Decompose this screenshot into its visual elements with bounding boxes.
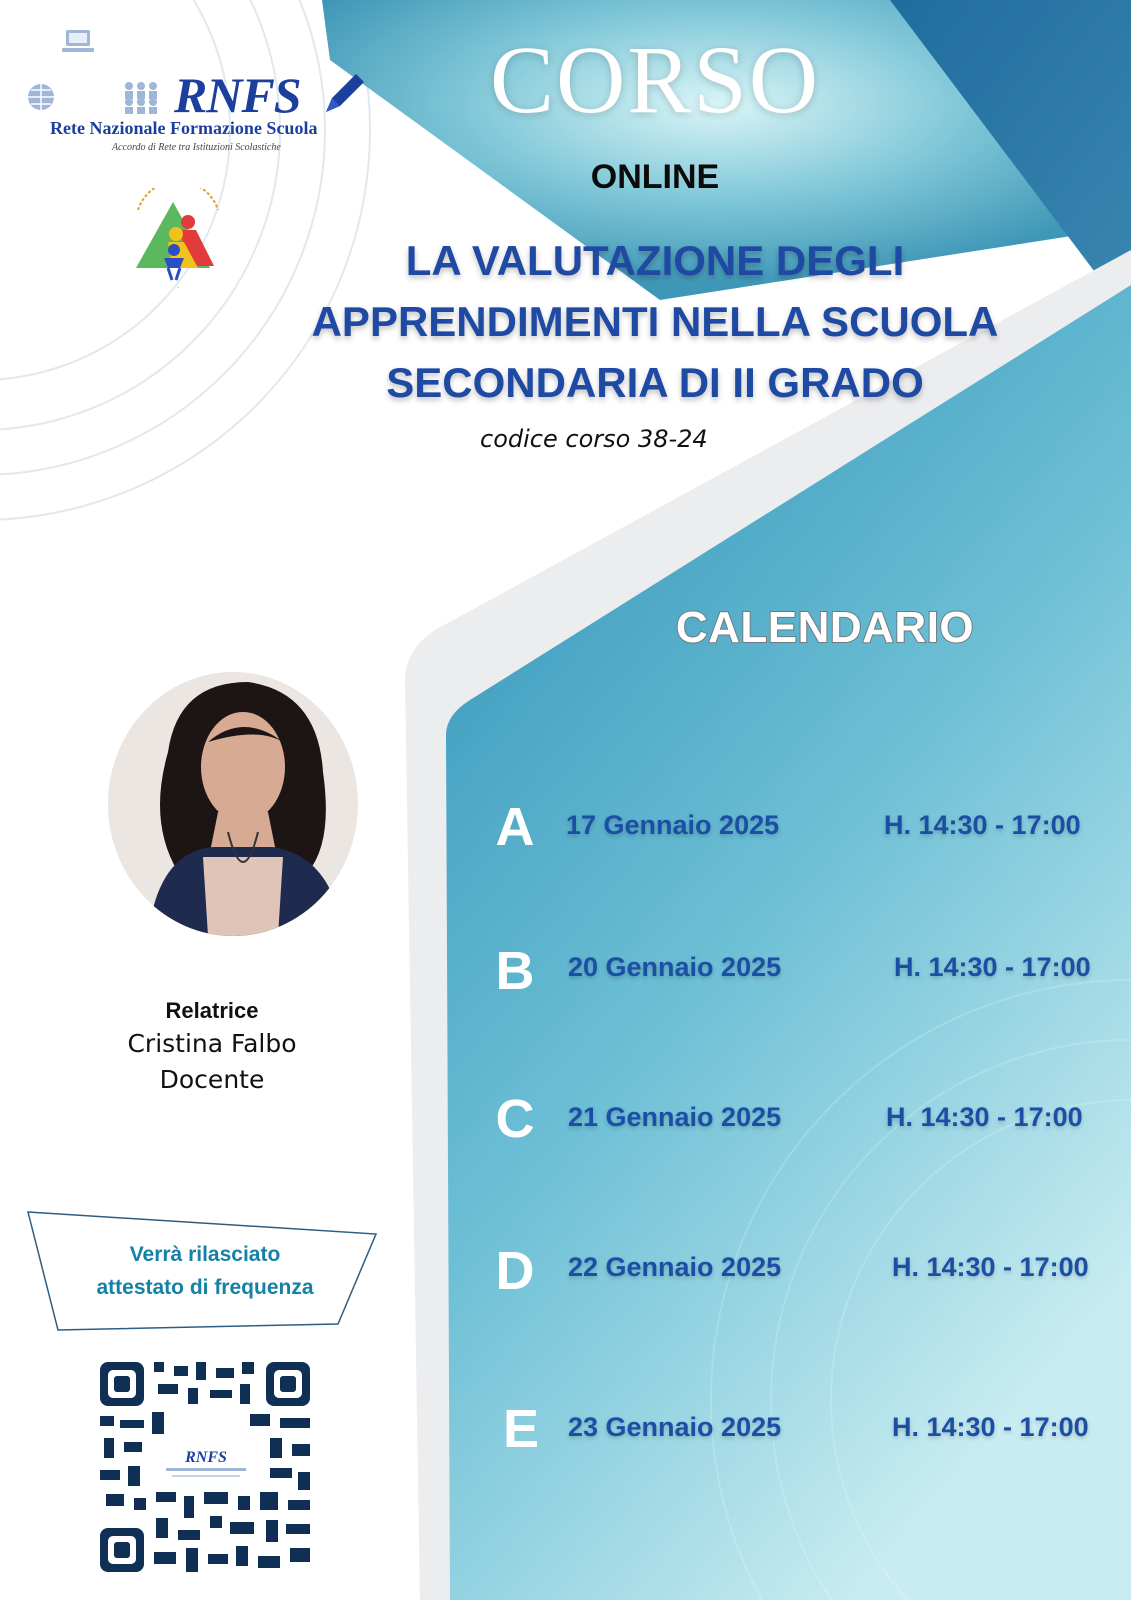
- row-date: 23 Gennaio 2025: [568, 1412, 782, 1442]
- calendar-row: [490, 1240, 1110, 1310]
- row-letter: A: [495, 797, 535, 857]
- corso-heading: CORSO: [489, 26, 821, 133]
- course-title-line: LA VALUTAZIONE DEGLI: [405, 237, 905, 284]
- rnfs-tagline: Accordo di Rete tra Istituzioni Scolastiche: [112, 142, 281, 153]
- speaker-info: [92, 996, 332, 1098]
- rnfs-subtitle: Rete Nazionale Formazione Scuola: [50, 118, 318, 138]
- speaker-role: Relatrice: [165, 998, 259, 1023]
- rnfs-title: RNFS: [174, 67, 301, 123]
- speaker-portrait: [108, 672, 358, 936]
- course-title: [252, 230, 1058, 413]
- row-letter: D: [495, 1241, 535, 1301]
- calendar-row: [490, 1088, 1110, 1158]
- rnfs-logo: [26, 28, 356, 158]
- row-date: 17 Gennaio 2025: [566, 810, 780, 840]
- course-title-line: SECONDARIA DI II GRADO: [386, 359, 924, 406]
- row-time: H. 14:30 - 17:00: [884, 810, 1081, 840]
- pen-icon: [318, 68, 368, 118]
- laptop-icon: [60, 28, 96, 56]
- row-letter: C: [495, 1089, 535, 1149]
- course-title-line: APPRENDIMENTI NELLA SCUOLA: [311, 298, 999, 345]
- row-date: 21 Gennaio 2025: [568, 1102, 782, 1132]
- qr-logo-label: RNFS: [185, 1449, 227, 1466]
- row-time: H. 14:30 - 17:00: [892, 1252, 1089, 1282]
- globe-icon: [26, 82, 56, 112]
- calendar-row: [490, 940, 1110, 1010]
- attestato-note: [54, 1238, 356, 1304]
- calendar-row: [490, 796, 1110, 866]
- svg-text:·: ·: [177, 284, 179, 292]
- calendar-title: CALENDARIO: [675, 603, 975, 652]
- qr-code[interactable]: [100, 1362, 310, 1572]
- attestato-line: attestato di frequenza: [96, 1276, 314, 1299]
- people-icon: [122, 80, 168, 114]
- school-triangle-logo: [128, 188, 228, 298]
- row-date: 20 Gennaio 2025: [568, 952, 782, 982]
- speaker-name: Cristina Falbo: [127, 1029, 297, 1058]
- course-code: codice corso 38-24: [480, 425, 708, 453]
- row-date: 22 Gennaio 2025: [568, 1252, 782, 1282]
- online-label: ONLINE: [590, 158, 720, 196]
- calendar-row: [490, 1398, 1110, 1468]
- row-letter: B: [495, 941, 535, 1001]
- row-time: H. 14:30 - 17:00: [886, 1102, 1083, 1132]
- row-letter: E: [502, 1399, 540, 1459]
- speaker-job: Docente: [159, 1065, 265, 1094]
- attestato-line: Verrà rilasciato: [129, 1243, 281, 1266]
- row-time: H. 14:30 - 17:00: [892, 1412, 1089, 1442]
- row-time: H. 14:30 - 17:00: [894, 952, 1091, 982]
